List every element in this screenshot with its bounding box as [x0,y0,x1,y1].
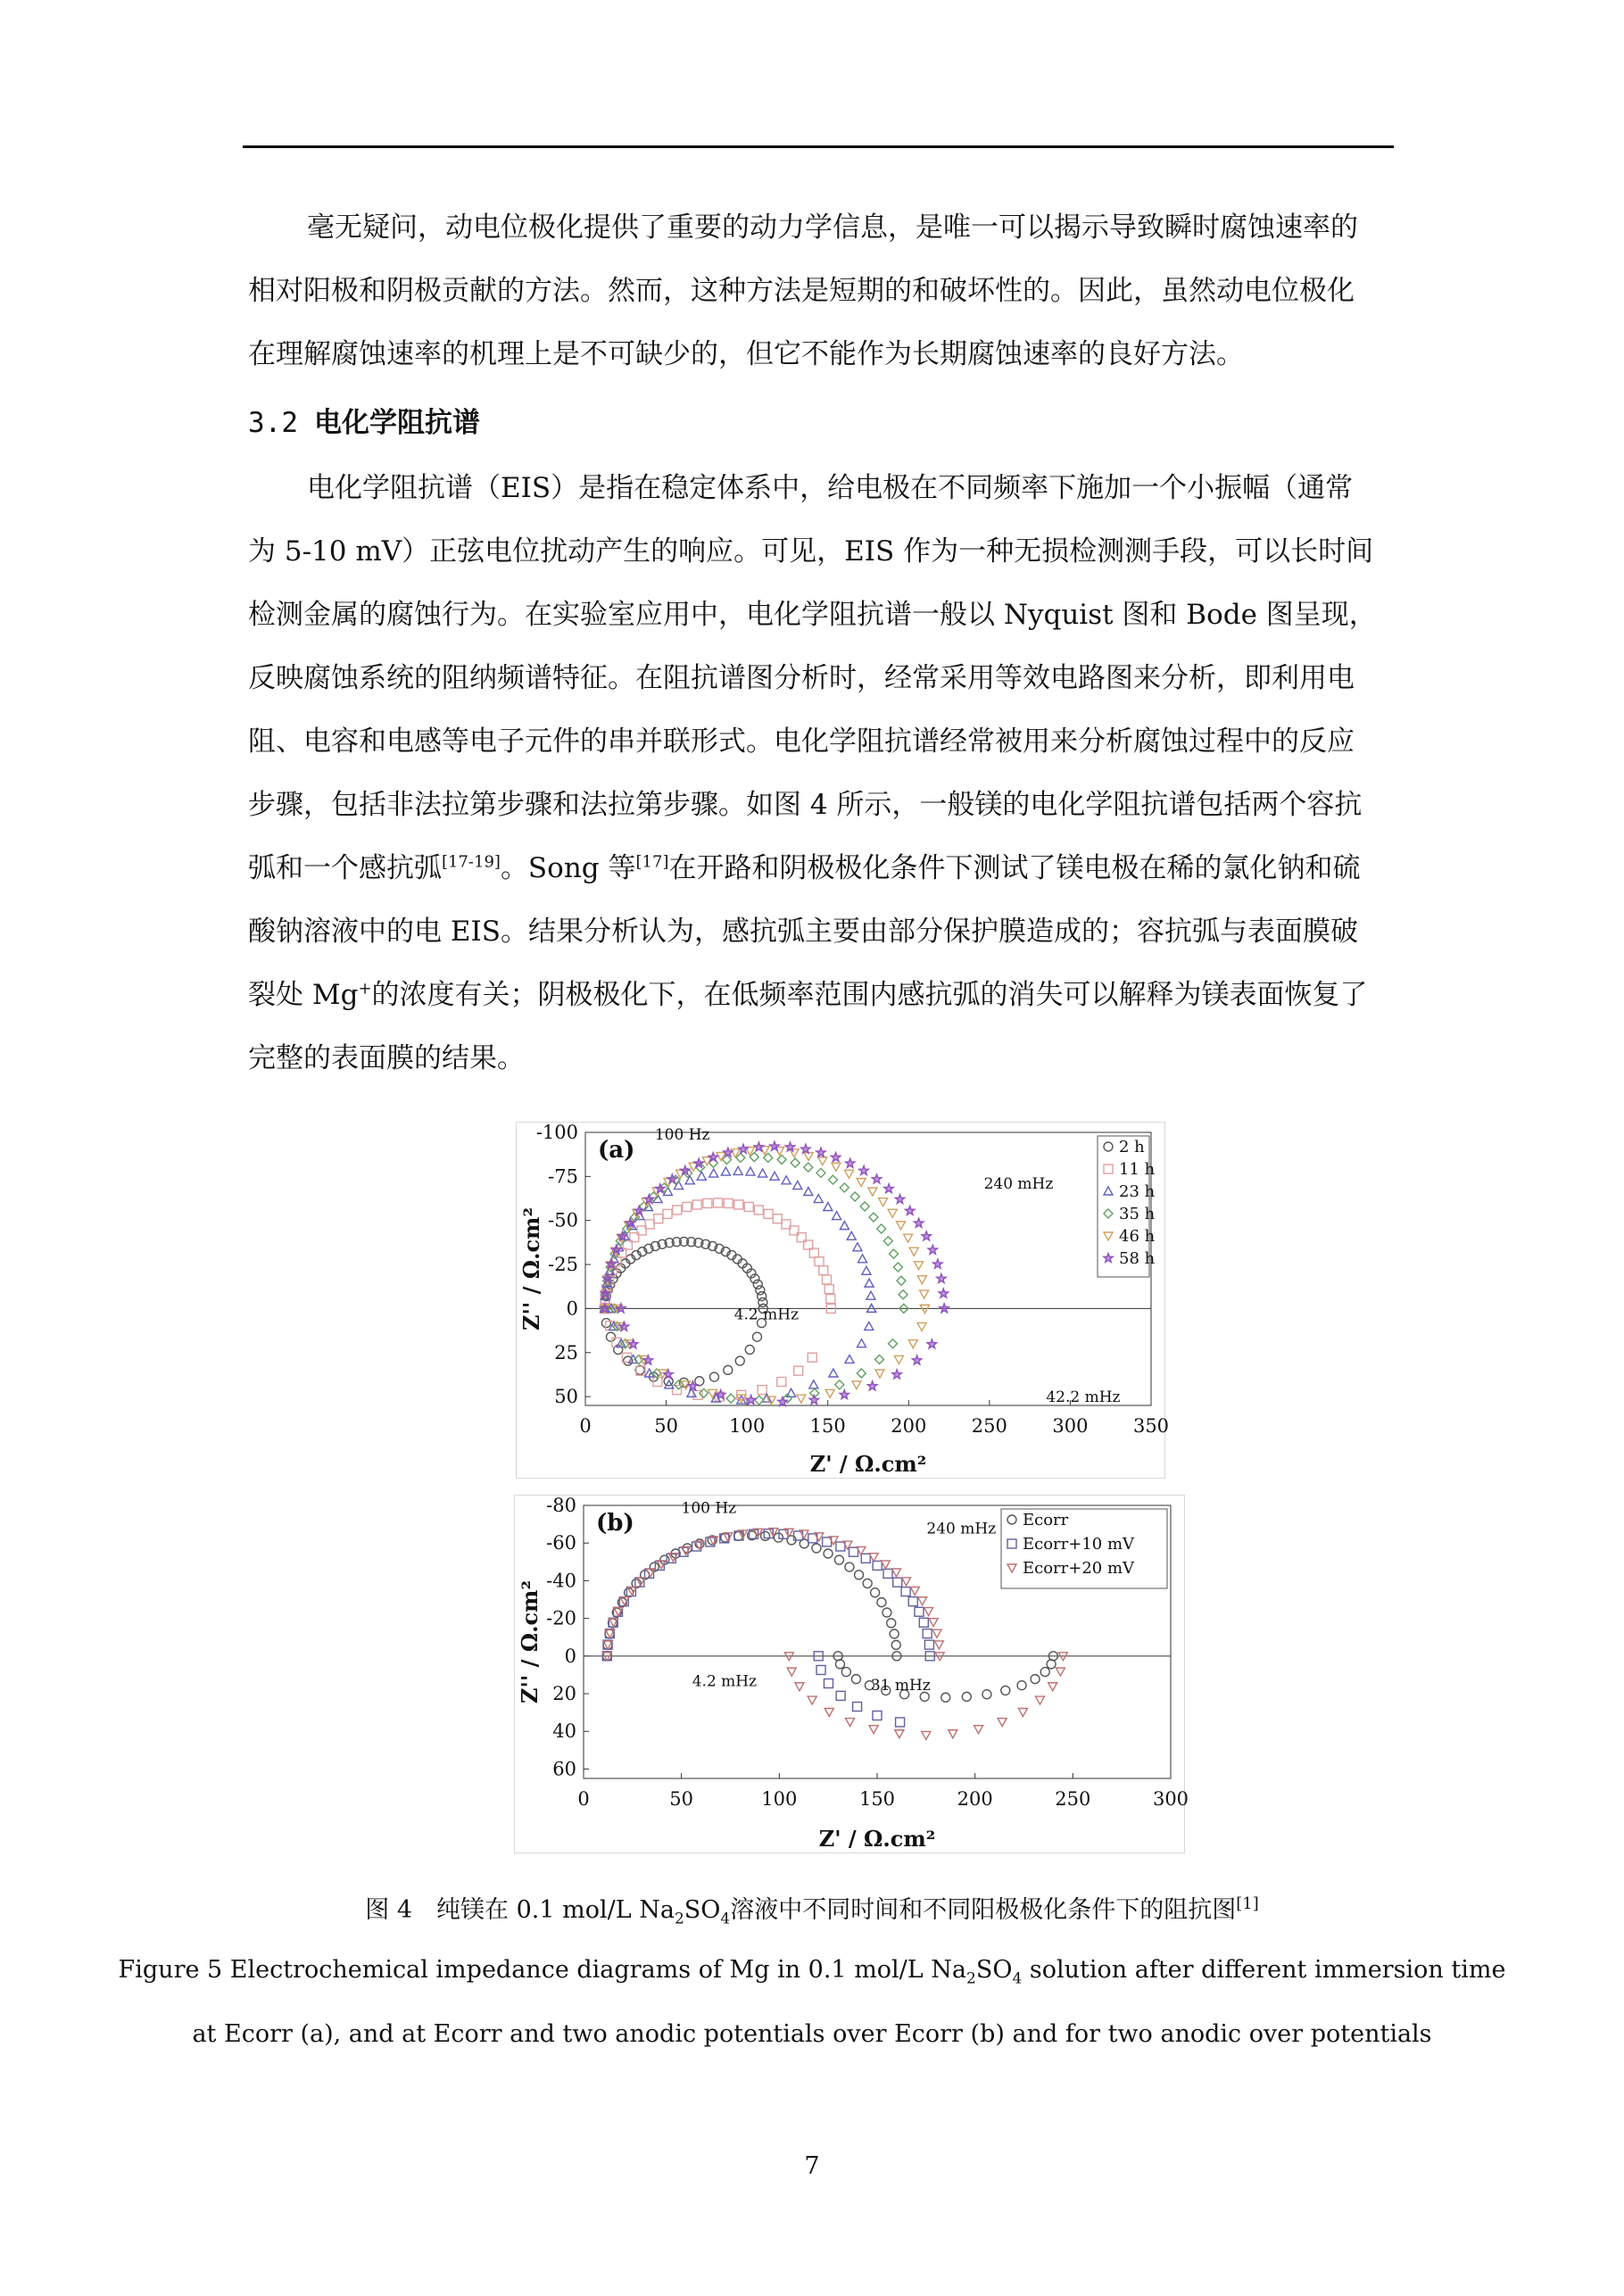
section-title: 电化学阻抗谱 [314,407,480,439]
y-tick-label: 25 [554,1341,578,1364]
section-heading [248,400,480,440]
legend-label: 11 h [1119,1160,1156,1179]
y-tick-label: -60 [546,1532,576,1554]
y-tick-label: 50 [554,1386,578,1408]
x-axis-label: Z' / Ω.cm² [818,1826,936,1852]
annotation-label: 240 mHz [926,1520,997,1538]
para2-line-6: 步骤，包括非法拉第步骤和法拉第步骤。如图 4 所示，一般镁的电化学阻抗谱包括两个容抗 [248,789,1363,821]
x-tick-label: 300 [1152,1788,1189,1810]
citation-17: [17] [635,852,669,872]
annotation-label: 100 Hz [654,1125,710,1144]
para2-line-1: 电化学阻抗谱（EIS）是指在稳定体系中，给电极在不同频率下施加一个小振幅（通常 [307,472,1354,504]
para2-line-8: 酸钠溶液中的电 EIS。结果分析认为，感抗弧主要由部分保护膜造成的；容抗弧与表面膜破 [248,916,1358,948]
x-tick-label: 100 [729,1415,766,1437]
y-tick-label: -20 [546,1607,576,1629]
x-tick-label: 200 [891,1415,927,1437]
x-tick-label: 300 [1052,1415,1089,1437]
para2-line-10: 完整的表面膜的结果。 [248,1042,525,1074]
x-tick-label: 250 [971,1415,1007,1437]
para1-line-3: 在理解腐蚀速率的机理上是不可缺少的，但它不能作为长期腐蚀速率的良好方法。 [248,338,1244,370]
figure-caption-en-1: Figure 5 Electrochemical impedance diagrams of Mg in 0.1 mol/L $Na_2SO_4$ solution after different immersion time [118,1956,1506,1988]
para2-line-2: 为 5-10 mV）正弦电位扰动产生的响应。可见，EIS 作为一种无损检测测手段，可以长时间 [248,535,1374,568]
x-tick-label: 0 [577,1788,590,1810]
header-rule [243,145,1394,148]
panel-label: (a) [598,1137,635,1164]
x-axis-label: Z' / Ω.cm² [809,1451,927,1477]
annotation-label: 240 mHz [983,1175,1054,1194]
annotation-label: 100 Hz [681,1499,737,1518]
legend-label: Ecorr+20 mV [1023,1559,1135,1578]
y-tick-label: 60 [552,1758,576,1780]
x-tick-label: 50 [669,1788,694,1810]
legend-label: 58 h [1119,1249,1156,1268]
x-tick-label: 150 [858,1788,896,1810]
y-tick-label: -50 [548,1209,578,1231]
y-tick-label: -75 [548,1165,578,1188]
page-number: 7 [804,2152,820,2180]
para1-line-2: 相对阳极和阴极贡献的方法。然而，这种方法是短期的和破坏性的。因此，虽然动电位极化 [248,275,1355,307]
nyquist-chart-a [516,1122,1170,1479]
y-tick-label: -100 [535,1122,578,1143]
para1-line-1: 毫无疑问，动电位极化提供了重要的动力学信息，是唯一可以揭示导致瞬时腐蚀速率的 [307,211,1358,244]
y-tick-label: 20 [552,1683,576,1705]
annotation-label: 4.2 mHz [733,1305,800,1324]
para2-line-4: 反映腐蚀系统的阻纳频谱特征。在阻抗谱图分析时，经常采用等效电路图来分析，即利用电 [248,662,1355,694]
y-tick-label: 0 [566,1297,578,1320]
nyquist-chart-b [514,1495,1189,1853]
y-tick-label: -40 [546,1570,576,1592]
section-number: 3.2 [248,407,298,439]
y-tick-label: 0 [564,1645,576,1667]
x-tick-label: 50 [654,1415,678,1437]
x-tick-label: 100 [761,1788,798,1810]
legend-label: Ecorr [1023,1511,1069,1529]
legend-label: 46 h [1119,1227,1156,1246]
y-tick-label: 40 [552,1720,576,1743]
x-tick-label: 250 [1055,1788,1091,1810]
annotation-label: 42.2 mHz [1046,1388,1121,1407]
annotation-label: 4.2 mHz [692,1672,758,1691]
y-axis-label: Z'' / Ω.cm² [517,1580,543,1703]
x-tick-label: 350 [1132,1415,1170,1437]
para2-line-5: 阻、电容和电感等电子元件的串并联形式。电化学阻抗谱经常被用来分析腐蚀过程中的反应 [248,725,1355,758]
legend-label: Ecorr+10 mV [1023,1535,1135,1554]
figure-panel-b [514,1495,1189,1853]
citation-17-19: [17-19] [442,852,501,872]
x-tick-label: 150 [809,1415,846,1437]
figure-caption-cn: 图 4 纯镁在 0.1 mol/L $Na_2SO_4$溶液中不同时间和不同阳极极化条件下的阻抗图[1] [365,1894,1259,1928]
legend-label: 35 h [1119,1205,1156,1223]
figure-caption-en-2: at Ecorr (a), and at Ecorr and two anodic potentials over Ecorr (b) and for two anodic over potentials [192,2020,1432,2048]
para2-line-9: 裂处 Mg+的浓度有关；阴极极化下，在低频率范围内感抗弧的消失可以解释为镁表面恢复了 [248,979,1368,1011]
para2-line-3: 检测金属的腐蚀行为。在实验室应用中，电化学阻抗谱一般以 Nyquist 图和 Bode 图呈现， [248,599,1377,631]
legend-label: 23 h [1119,1182,1156,1201]
panel-label: (b) [596,1510,634,1537]
legend-label: 2 h [1119,1138,1145,1156]
y-tick-label: -25 [548,1254,578,1276]
annotation-label: 31 mHz [870,1676,931,1695]
y-axis-label: Z'' / Ω.cm² [518,1207,544,1330]
para2-line-7: 弧和一个感抗弧[17-19]。Song 等[17]在开路和阴极极化条件下测试了镁电极在稀的氯化钠和硫 [248,852,1361,884]
figure-panel-a [516,1122,1170,1479]
paragraph-1 [248,196,1394,386]
x-tick-label: 0 [579,1415,592,1437]
x-tick-label: 200 [957,1788,993,1810]
y-tick-label: -80 [546,1495,576,1516]
paragraph-2 [248,457,1394,1090]
